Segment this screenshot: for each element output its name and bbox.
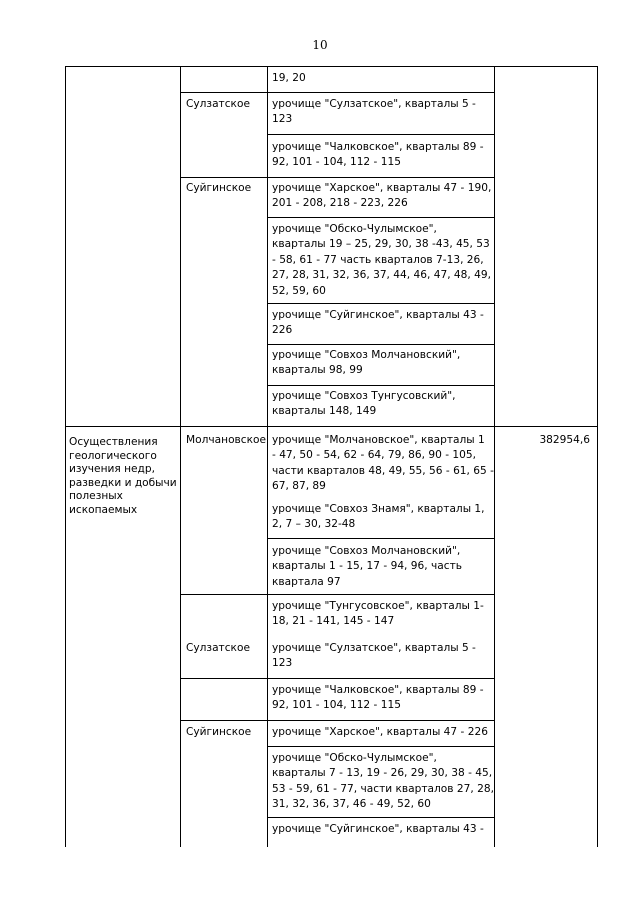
- district-separator: [180, 92, 267, 93]
- district-separator: [180, 594, 267, 595]
- description-line: урочище "Молчановское", кварталы 1: [272, 434, 485, 446]
- description-line: урочище "Чалковское", кварталы 89 -: [272, 141, 484, 153]
- row-separator: [267, 92, 494, 93]
- district-label: Сулзатское: [186, 642, 250, 654]
- description-line: 123: [272, 657, 293, 670]
- quarter-description: [272, 822, 492, 837]
- forest-area-table: [65, 66, 598, 847]
- activity-line: Осуществления: [69, 436, 158, 448]
- row-separator: [267, 746, 494, 747]
- activity-line: ископаемых: [69, 503, 138, 516]
- description-line: 67, 87, 89: [272, 480, 326, 493]
- row-separator: [267, 134, 494, 135]
- district-label: Сулзатское: [186, 98, 250, 110]
- description-line: урочище "Совхоз Молчановский",: [272, 545, 461, 557]
- description-line: урочище "Совхоз Знамя", кварталы 1,: [272, 503, 485, 515]
- quarter-description: [272, 348, 492, 379]
- description-line: урочище "Обско-Чулымское",: [272, 752, 437, 764]
- quarter-description: [272, 544, 492, 590]
- description-line: 123: [272, 113, 293, 126]
- column-divider-3: [494, 67, 495, 847]
- district-label: Суйгинское: [186, 726, 252, 738]
- description-line: 53 - 59, 61 - 77, части кварталов 27, 28,: [272, 782, 494, 795]
- description-line: 52, 59, 60: [272, 284, 326, 297]
- description-line: - 47, 50 - 54, 62 - 64, 79, 86, 90 - 105,: [272, 449, 476, 462]
- column-divider-1: [180, 67, 181, 847]
- description-line: кварталы 19 – 25, 29, 30, 38 -43, 45, 53: [272, 238, 490, 251]
- row-separator: [267, 538, 494, 539]
- district-separator: [180, 678, 267, 679]
- description-line: 226: [272, 324, 293, 337]
- quarter-description: [272, 71, 492, 86]
- activity-line: геологического: [69, 449, 157, 462]
- district-label: Молчановское: [186, 434, 267, 446]
- quarter-description: [272, 389, 492, 420]
- description-line: урочище "Чалковское", кварталы 89 -: [272, 684, 484, 696]
- activity-cell: [69, 436, 177, 518]
- quarter-description: [272, 433, 492, 495]
- description-line: урочище "Совхоз Тунгусовский",: [272, 390, 456, 402]
- description-line: 18, 21 - 141, 145 - 147: [272, 615, 395, 628]
- description-line: - 58, 61 - 77 часть кварталов 7-13, 26,: [272, 253, 484, 266]
- quarter-description: [272, 502, 492, 533]
- description-line: кварталы 7 - 13, 19 - 26, 29, 30, 38 - 45,: [272, 767, 493, 780]
- description-line: кварталы 98, 99: [272, 364, 363, 377]
- activity-line: изучения недр,: [69, 463, 155, 476]
- quarter-description: [272, 308, 492, 339]
- row-separator: [267, 817, 494, 818]
- description-line: кварталы 148, 149: [272, 405, 377, 418]
- description-line: урочище "Суйгинское", кварталы 43 -: [272, 309, 484, 321]
- description-line: 2, 7 – 30, 32-48: [272, 518, 356, 531]
- description-line: 31, 32, 36, 37, 46 - 49, 52, 60: [272, 798, 431, 811]
- quarter-description: [272, 222, 492, 299]
- description-line: части кварталов 48, 49, 55, 56 - 61, 65 -: [272, 464, 494, 477]
- quarter-description: [272, 751, 492, 813]
- activity-line: разведки и добычи: [69, 476, 177, 489]
- quarter-description: [272, 181, 492, 212]
- quarter-description: [272, 725, 492, 740]
- row-separator: [267, 594, 494, 595]
- description-line: урочище "Сулзатское", кварталы 5 -: [272, 642, 476, 654]
- row-separator: [267, 720, 494, 721]
- row-separator: [267, 217, 494, 218]
- description-line: 92, 101 - 104, 112 - 115: [272, 699, 401, 712]
- description-line: урочище "Тунгусовское", кварталы 1-: [272, 600, 484, 612]
- description-line: кварталы 1 - 15, 17 - 94, 96, часть: [272, 560, 462, 573]
- row-separator: [267, 303, 494, 304]
- column-divider-2: [267, 67, 268, 847]
- quarter-description: [272, 97, 492, 128]
- district-label: Суйгинское: [186, 182, 252, 194]
- quarter-description: [272, 599, 492, 630]
- row-separator: [267, 385, 494, 386]
- description-line: урочище "Суйгинское", кварталы 43 -: [272, 823, 484, 835]
- page-number: 10: [312, 38, 328, 52]
- district-separator: [180, 720, 267, 721]
- quarter-description: [272, 641, 492, 672]
- description-line: 201 - 208, 218 - 223, 226: [272, 197, 408, 210]
- description-line: 92, 101 - 104, 112 - 115: [272, 156, 401, 169]
- quarter-description: [272, 683, 492, 714]
- district-separator: [180, 177, 267, 178]
- description-line: урочище "Сулзатское", кварталы 5 -: [272, 98, 476, 110]
- description-line: 19, 20: [272, 72, 306, 84]
- description-line: урочище "Харское", кварталы 47 - 226: [272, 726, 488, 738]
- row-separator: [267, 344, 494, 345]
- area-value: 382954,6: [539, 434, 590, 446]
- section-separator: [66, 426, 597, 427]
- description-line: урочище "Совхоз Молчановский",: [272, 349, 461, 361]
- row-separator: [267, 678, 494, 679]
- row-separator: [267, 177, 494, 178]
- description-line: урочище "Харское", кварталы 47 - 190,: [272, 182, 492, 194]
- activity-line: полезных: [69, 490, 123, 503]
- quarter-description: [272, 140, 492, 171]
- description-line: урочище "Обско-Чулымское",: [272, 223, 437, 235]
- description-line: квартала 97: [272, 575, 341, 588]
- description-line: 27, 28, 31, 32, 36, 37, 44, 46, 47, 48, 49,: [272, 269, 491, 282]
